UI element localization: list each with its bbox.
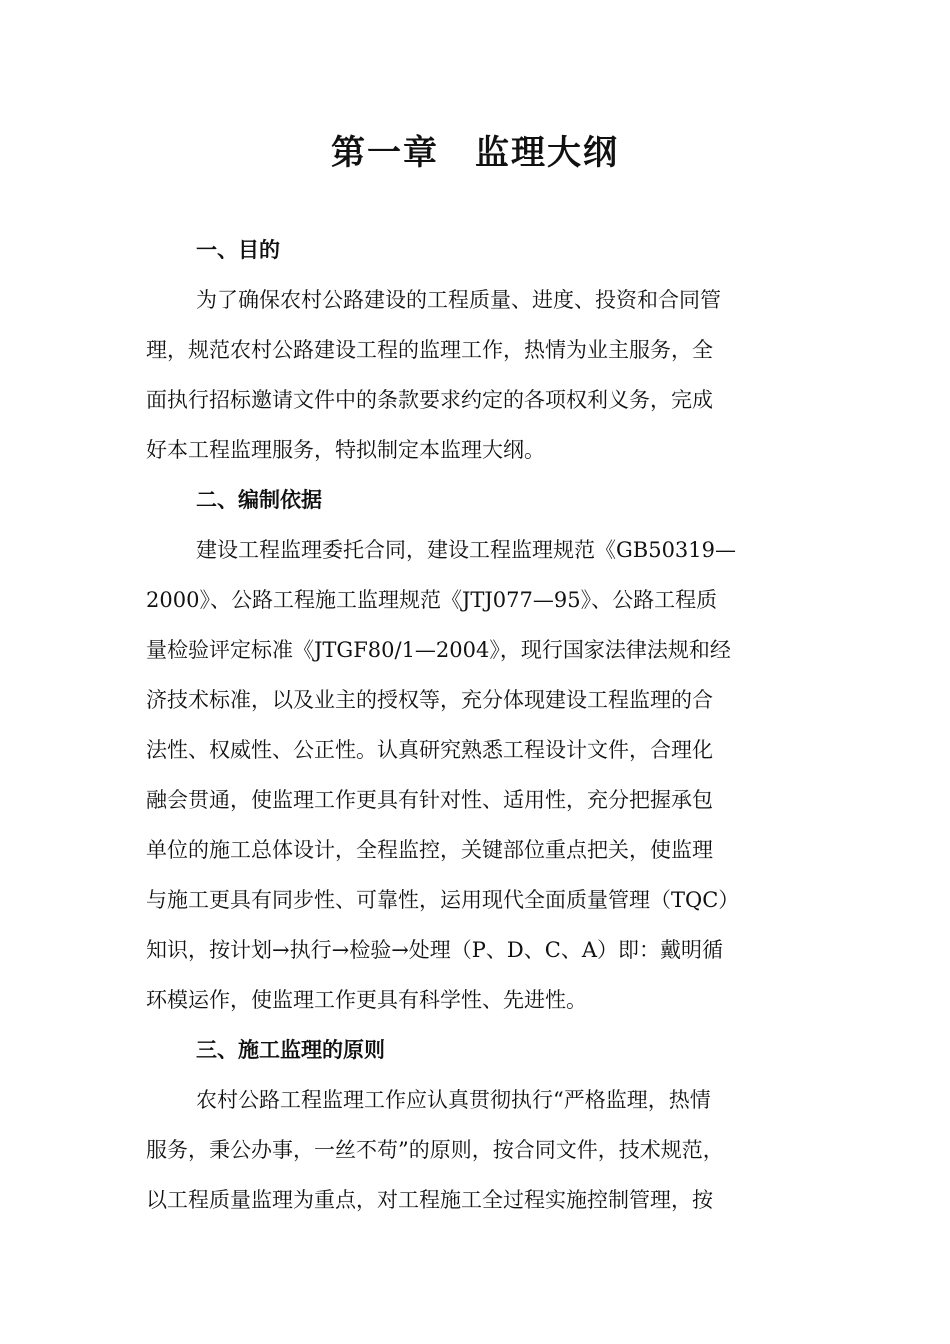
paragraph-line: 法性、权威性、公正性。认真研究熟悉工程设计文件，合理化 (146, 738, 713, 762)
paragraph-line: 融会贯通，使监理工作更具有针对性、适用性，充分把握承包 (146, 788, 713, 812)
section-heading-purpose: 一、目的 (196, 237, 280, 262)
paragraph-line: 与施工更具有同步性、可靠性，运用现代全面质量管理（TQC） (146, 888, 740, 912)
paragraph-line: 济技术标准，以及业主的授权等，充分体现建设工程监理的合 (146, 688, 713, 712)
paragraph-line: 面执行招标邀请文件中的条款要求约定的各项权利义务，完成 (146, 388, 713, 412)
paragraph-line: 知识，按计划→执行→检验→处理（P、D、C、A）即：戴明循 (146, 938, 723, 962)
paragraph-line: 建设工程监理委托合同，建设工程监理规范《GB50319— (196, 538, 737, 562)
paragraph-line: 农村公路工程监理工作应认真贯彻执行“严格监理，热情 (196, 1088, 711, 1112)
paragraph-line: 2000》、公路工程施工监理规范《JTJ077—95》、公路工程质 (146, 588, 718, 612)
paragraph-line: 量检验评定标准《JTGF80/1—2004》，现行国家法律法规和经 (146, 638, 731, 662)
paragraph-line: 为了确保农村公路建设的工程质量、进度、投资和合同管 (196, 288, 721, 312)
paragraph-line: 理，规范农村公路建设工程的监理工作，热情为业主服务，全 (146, 338, 713, 362)
section-heading-basis: 二、编制依据 (196, 487, 322, 512)
paragraph-line: 服务，秉公办事，一丝不苟”的原则，按合同文件，技术规范， (146, 1138, 724, 1162)
paragraph-line: 环模运作，使监理工作更具有科学性、先进性。 (146, 988, 587, 1012)
section-heading-principles: 三、施工监理的原则 (196, 1037, 385, 1062)
chapter-title: 第一章 监理大纲 (331, 133, 619, 173)
paragraph-line: 单位的施工总体设计，全程监控，关键部位重点把关，使监理 (146, 838, 713, 862)
paragraph-line: 以工程质量监理为重点，对工程施工全过程实施控制管理，按 (146, 1188, 713, 1212)
paragraph-line: 好本工程监理服务，特拟制定本监理大纲。 (146, 438, 545, 462)
